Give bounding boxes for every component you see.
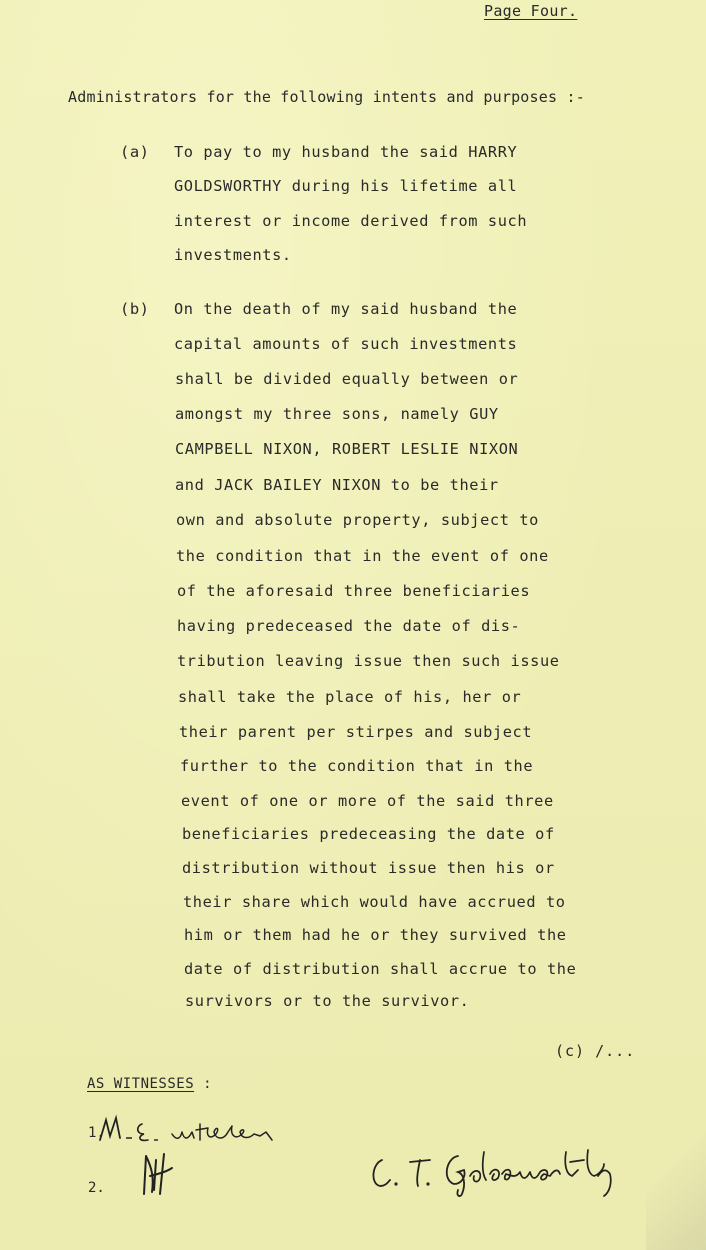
intro-line: Administrators for the following intents and purposes :- [68,88,585,106]
clause-line: their share which would have accrued to [183,893,566,911]
testator-signature [366,1140,628,1200]
witnesses-label: AS WITNESSES [87,1076,195,1092]
witness-signature-1 [96,1112,286,1152]
clause-line: of the aforesaid three beneficiaries [177,582,531,600]
clause-line: him or them had he or they survived the [184,926,567,944]
clause-line: further to the condition that in the [180,757,534,775]
clause-line: shall be divided equally between or [175,370,519,388]
witness-signature-2 [136,1148,186,1200]
clause-line: having predeceased the date of dis- [177,617,521,635]
clause-line: date of distribution shall accrue to the [184,960,577,978]
clause-line: survivors or to the survivor. [185,992,470,1010]
clause-line: capital amounts of such investments [174,335,518,353]
witness-number-2: 2. [88,1180,105,1196]
clause-line: own and absolute property, subject to [176,511,539,529]
clause-line: distribution without issue then his or [182,859,555,877]
clause-line: tribution leaving issue then such issue [177,652,560,670]
clause-line: their parent per stirpes and subject [179,723,533,741]
clause-line: and JACK BAILEY NIXON to be their [175,476,499,494]
witnesses-heading [87,1076,212,1092]
clause-line: interest or income derived from such [174,212,528,230]
clause-line: shall take the place of his, her or [178,688,522,706]
clause-line: CAMPBELL NIXON, ROBERT LESLIE NIXON [175,440,519,458]
continuation-marker: (c) /... [555,1042,636,1060]
witnesses-label-suffix: : [194,1076,213,1092]
clause-line: beneficiaries predeceasing the date of [182,825,555,843]
clause-line: the condition that in the event of one [176,547,549,565]
clause-label: (b) [120,300,150,318]
clause-line: On the death of my said husband the [174,300,518,318]
page-number: Page Four. [484,2,578,20]
clause-line: amongst my three sons, namely GUY [175,405,499,423]
clause-line: event of one or more of the said three [181,792,554,810]
page-curl-shadow [646,1100,706,1250]
witness-number-1: 1. [88,1125,105,1141]
clause-line: To pay to my husband the said HARRY [174,143,518,161]
clause-line: investments. [174,246,292,264]
clause-line: GOLDSWORTHY during his lifetime all [174,177,518,195]
clause-label: (a) [120,143,150,161]
